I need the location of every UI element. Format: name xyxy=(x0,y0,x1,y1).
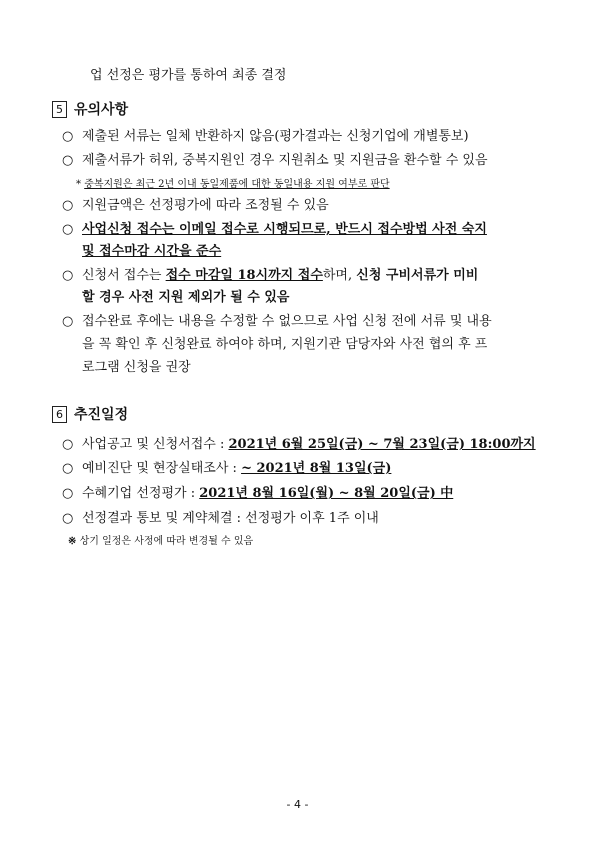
circle-bullet-icon: ○ xyxy=(62,198,74,213)
section-6-number: 6 xyxy=(52,406,67,423)
reference-mark-icon: ※ xyxy=(68,536,77,547)
list-item: ○ 제출서류가 허위, 중복지원인 경우 지원취소 및 지원금을 환수할 수 있음 xyxy=(62,153,488,168)
section-6-heading xyxy=(52,406,128,424)
circle-bullet-icon: ○ xyxy=(62,314,74,329)
section-5-note xyxy=(76,178,390,191)
note-text: 중복지원은 최근 2년 이내 동일제품에 대한 동일내용 지원 여부로 판단 xyxy=(84,179,390,190)
list-item: ○ 제출된 서류는 일체 반환하지 않음(평가결과는 신청기업에 개별통보) xyxy=(62,129,469,144)
circle-bullet-icon: ○ xyxy=(62,153,74,168)
list-item: ○ 지원금액은 선정평가에 따라 조정될 수 있음 xyxy=(62,198,329,213)
list-item-continuation: 할 경우 사전 지원 제외가 될 수 있음 xyxy=(82,290,290,305)
schedule-item: ○ 수혜기업 선정평가 : 2021년 8월 16일(월) ~ 8월 20일(금) 中 xyxy=(62,486,454,501)
circle-bullet-icon: ○ xyxy=(62,461,74,476)
schedule-item: ○ 사업공고 및 신청서접수 : 2021년 6월 25일(금) ~ 7월 23일(금) 18:00까지 xyxy=(62,437,536,452)
circle-bullet-icon: ○ xyxy=(62,129,74,144)
circle-bullet-icon: ○ xyxy=(62,511,74,526)
circle-bullet-icon: ○ xyxy=(62,437,74,452)
list-item: ○ 신청서 접수는 접수 마감일 18시까지 접수하며, 신청 구비서류가 미비 xyxy=(62,268,479,283)
section-6-note xyxy=(68,535,253,548)
list-item: ○ 사업신청 접수는 이메일 접수로 시행되므로, 반드시 접수방법 사전 숙지 xyxy=(62,222,487,237)
circle-bullet-icon: ○ xyxy=(62,486,74,501)
schedule-item: ○ 예비진단 및 현장실태조사 : ~ 2021년 8월 13일(금) xyxy=(62,461,392,476)
circle-bullet-icon: ○ xyxy=(62,222,74,237)
page-number: - 4 - xyxy=(286,798,309,811)
note-star: * xyxy=(76,179,81,190)
section-5-number: 5 xyxy=(52,101,67,118)
intro-line: 업 선정은 평가를 통하여 최종 결정 xyxy=(90,68,287,83)
list-item-continuation: 을 꼭 확인 후 신청완료 하여야 하며, 지원기관 담당자와 사전 협의 후 프 xyxy=(82,337,488,352)
list-item-continuation: 로그램 신청을 권장 xyxy=(82,360,191,375)
section-5-heading xyxy=(52,101,128,119)
section-5-title: 유의사항 xyxy=(74,102,129,118)
schedule-item: ○ 선정결과 통보 및 계약체결 : 선정평가 이후 1주 이내 xyxy=(62,511,379,526)
note-text: 상기 일정은 사정에 따라 변경될 수 있음 xyxy=(79,536,254,547)
list-item: ○ 접수완료 후에는 내용을 수정할 수 없으므로 사업 신청 전에 서류 및 내용 xyxy=(62,314,492,329)
section-6-title: 추진일정 xyxy=(74,407,129,423)
list-item-continuation: 및 접수마감 시간을 준수 xyxy=(82,244,222,259)
circle-bullet-icon: ○ xyxy=(62,268,74,283)
